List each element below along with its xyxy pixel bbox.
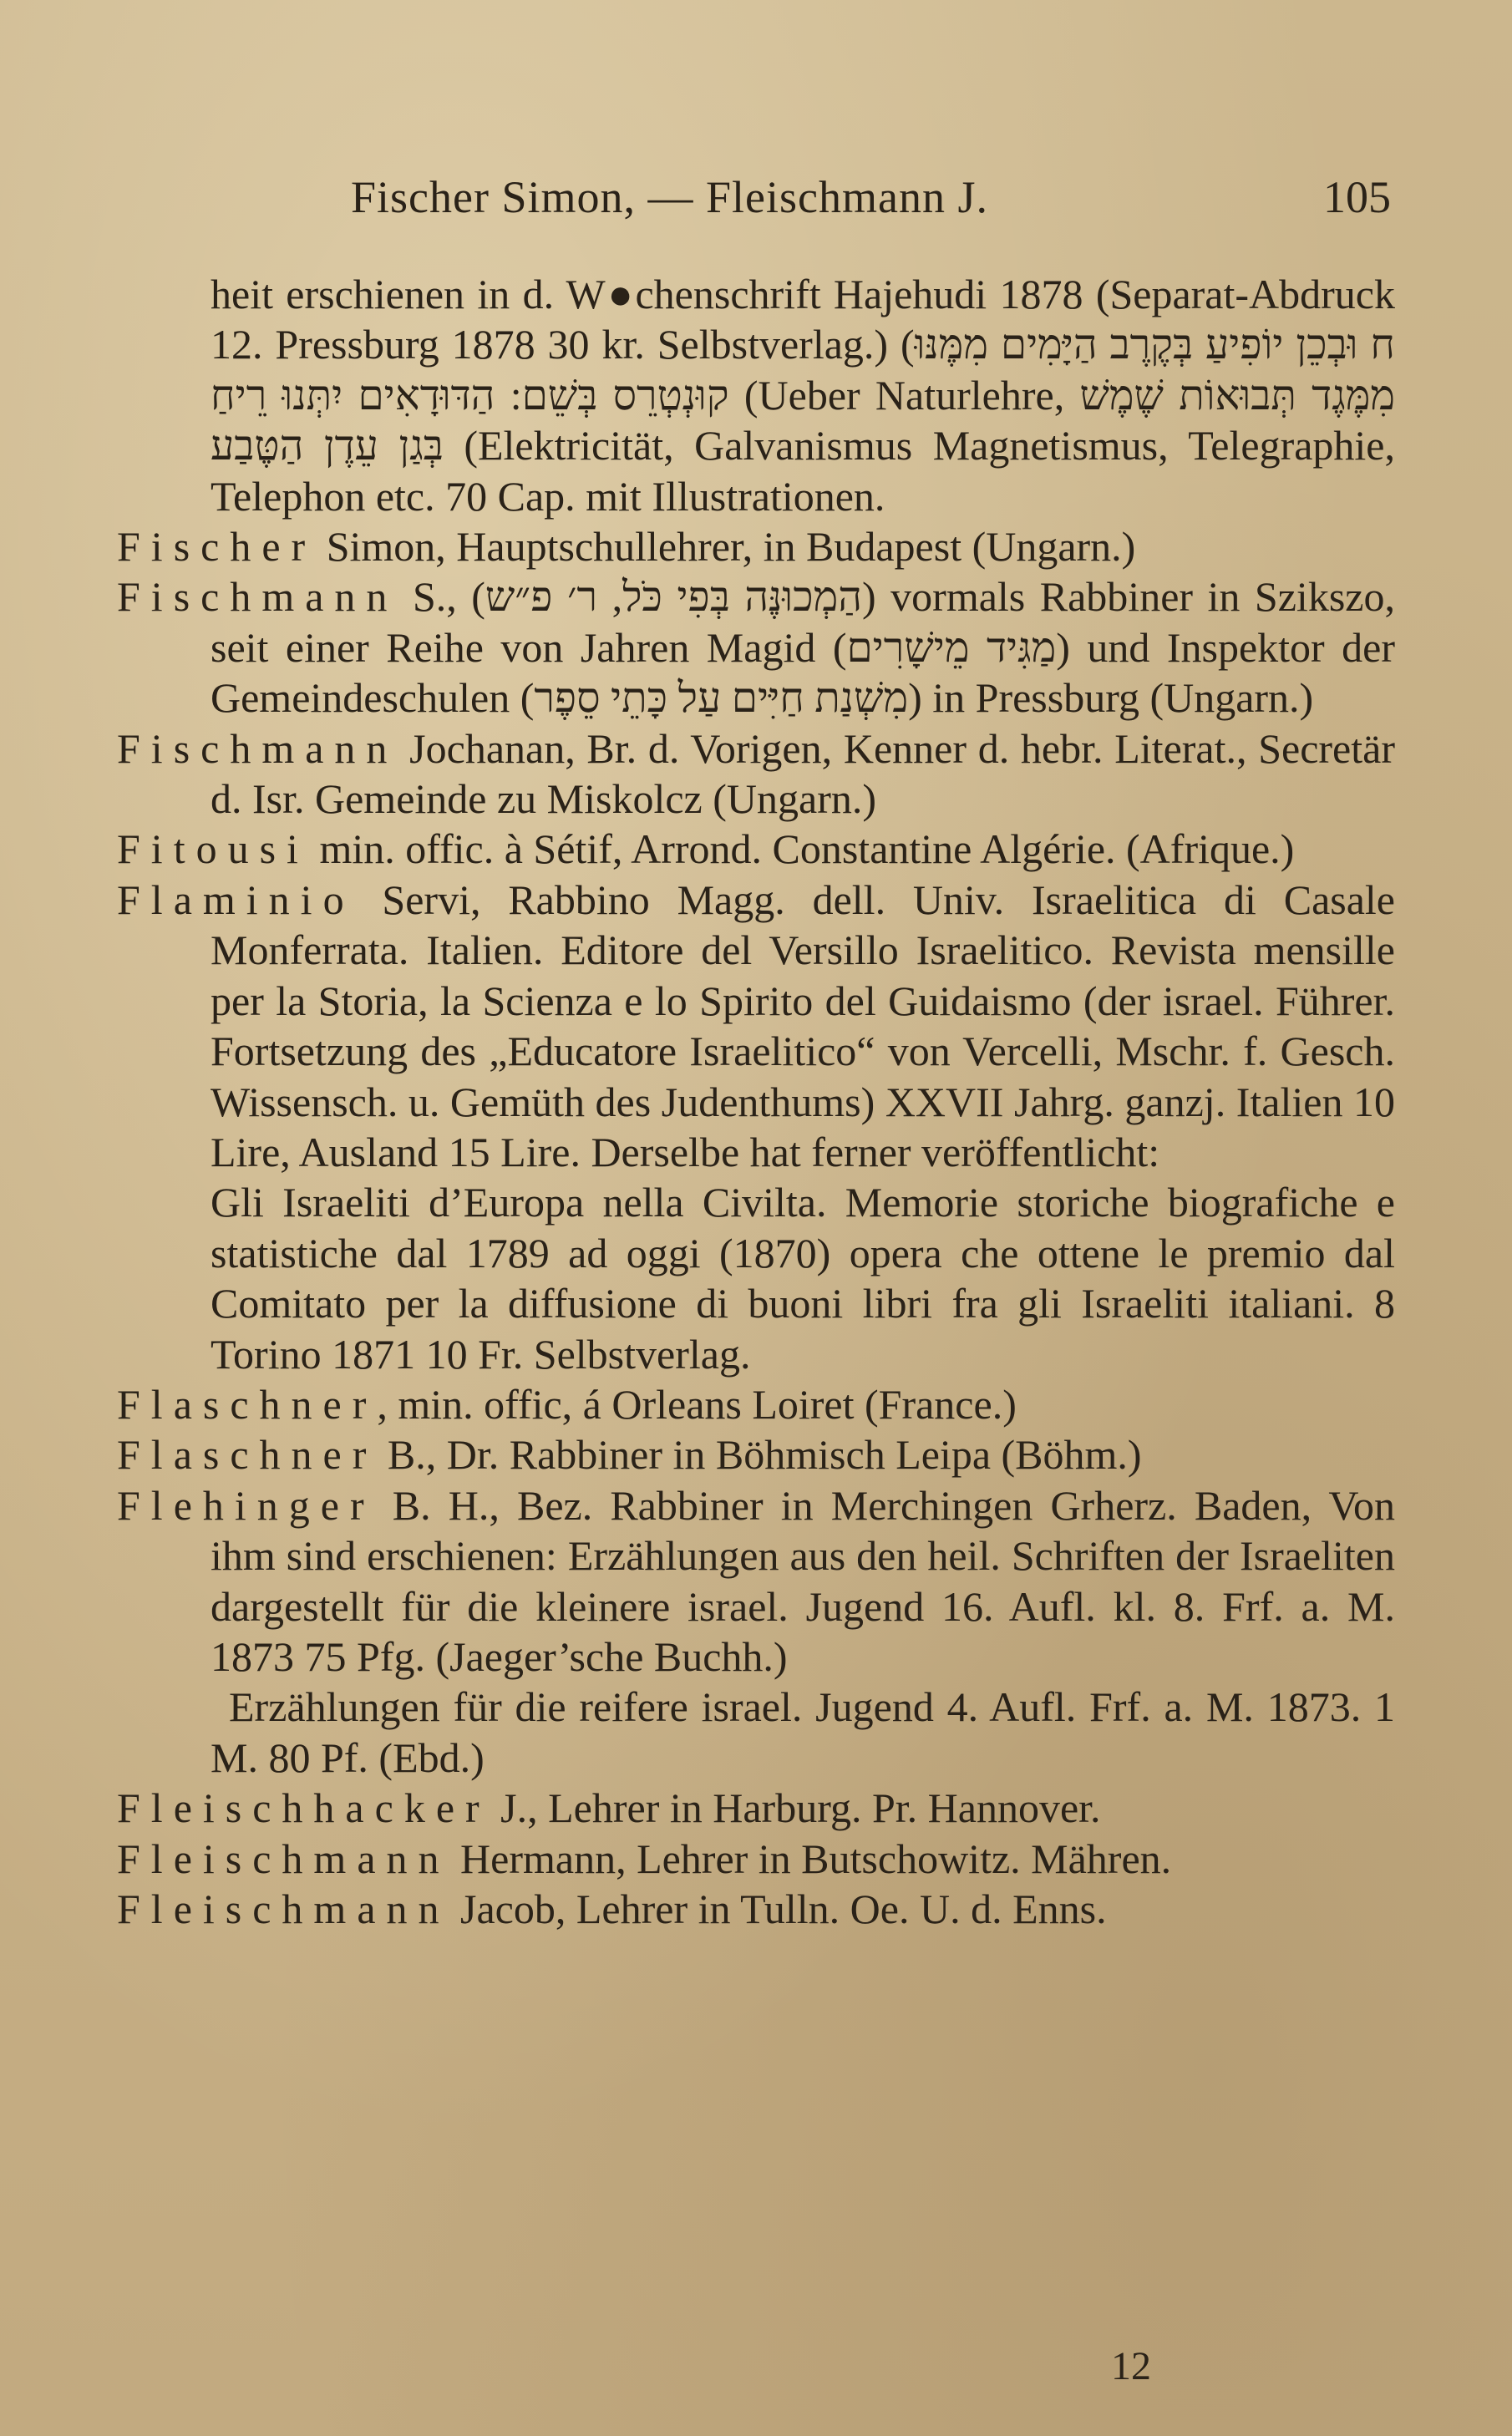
- entry-text: S., (הַמְכוּנֶּה בְּפִי כֹּל, ר׳ פ״ש) vormals Rabbiner in Szikszo, seit einer Reihe von Jahren Magid (מַגִּיד מֵישָׁרִים) und Inspektor der Gemeindeschulen (מִשְׁנַת חַיִּים עַל כָּתֵי סֵפֶר) in Pressburg (Ungarn.): [211, 573, 1395, 722]
- entry-text: Gli Israeliti d’Europa nella Civilta. Memorie storiche biografiche e statistiche dal 1789 ad oggi (1870) opera che ottene le premio dal Comitato per la diffusione di buoni libri fra gli Israeliti italiani. 8 Torino 1871 10 Fr. Selbstverlag.: [211, 1179, 1395, 1378]
- entry-surname: Fischmann: [117, 573, 398, 621]
- entry-text: Simon, Hauptschullehrer, in Budapest (Ungarn.): [316, 523, 1136, 571]
- directory-entry: [117, 521, 1395, 571]
- entry-surname: Fleischmann: [117, 1835, 450, 1882]
- directory-entry: [117, 1783, 1395, 1833]
- entry-text: , min. offic, á Orleans Loiret (France.): [377, 1380, 1017, 1428]
- entry-surname: Fischer: [117, 523, 317, 571]
- page-number: 105: [1323, 172, 1391, 222]
- entry-text: heit erschienen in d. W●chenschrift Hajehudi 1878 (Separat-Abdruck 12. Pressburg 1878 30 kr. Selbstverlag.) (ח וּבְכֵן יוֹפִיעַ בְּקֶרֶב הַיָּמִים מִמֶּנּוּ קוּנְטְרֵס בְּשֵׁם: הַדּוּדָאִים יִתְּנוּ רֵיחַ (Ueber Naturlehre, מִמֶּגֶד תְּבוּאוֹת שֶׁמֶשׁ בְּגַן עֵדֶן הַטֶּבַע (Elektricität, Galvanismus Magnetismus, Telegraphie, Telephon etc. 70 Cap. mit Illustrationen.: [211, 271, 1395, 520]
- entry-surname: Fitousi: [117, 825, 309, 873]
- entry-surname: Fleischhacker: [117, 1784, 490, 1832]
- directory-entry: [117, 1834, 1395, 1884]
- entry-surname: Fleischmann: [117, 1885, 450, 1932]
- entry-surname: Flaminio: [117, 875, 355, 923]
- entry-text: Hermann, Lehrer in Butschowitz. Mähren.: [449, 1835, 1172, 1882]
- signature-mark: 12: [1111, 2344, 1151, 2388]
- entry-text: Erzählungen für die reifere israel. Jugend 4. Aufl. Frf. a. M. 1873. 1 M. 80 Pf. (Ebd.): [211, 1683, 1395, 1781]
- directory-entry: [117, 1379, 1395, 1429]
- directory-entry: [117, 824, 1395, 874]
- directory-entry: [117, 1429, 1395, 1479]
- directory-entries: [117, 269, 1395, 1934]
- entry-surname: Flaschner: [117, 1431, 378, 1479]
- entry-text: min. offic. à Sétif, Arrond. Constantine Algérie. (Afrique.): [308, 825, 1295, 873]
- directory-entry: [117, 875, 1395, 1177]
- directory-entry: [117, 723, 1395, 825]
- entry-surname: Flehinger: [117, 1481, 375, 1529]
- directory-entry: [117, 1884, 1395, 1934]
- running-title: Fischer Simon, — Fleischmann J.: [351, 172, 988, 222]
- entry-text: Jacob, Lehrer in Tulln. Oe. U. d. Enns.: [449, 1885, 1107, 1932]
- entry-text: B., Dr. Rabbiner in Böhmisch Leipa (Böhm.): [377, 1431, 1142, 1479]
- directory-entry: [117, 571, 1395, 723]
- entry-continuation: [117, 1682, 1395, 1783]
- entry-continuation: [117, 1177, 1395, 1379]
- entry-text: Jochanan, Br. d. Vorigen, Kenner d. hebr. Literat., Secretär d. Isr. Gemeinde zu Miskolcz (Ungarn.): [211, 724, 1395, 823]
- entry-text: Servi, Rabbino Magg. dell. Univ. Israelitica di Casale Monferrata. Italien. Editore del Versillo Israelitico. Revista mensille per la Storia, la Scienza e lo Spirito del Guidaismo (der israel. Führer. Fortsetzung des „Educatore Israelitico“ von Vercelli, Mschr. f. Gesch. Wissensch. u. Gemüth des Judenthums) XXVII Jahrg. ganzj. Italien 10 Lire, Ausland 15 Lire. Derselbe hat ferner veröffentlicht:: [211, 875, 1395, 1175]
- directory-entry: [117, 1480, 1395, 1682]
- page-header: [0, 171, 1512, 230]
- entry-continuation: [117, 269, 1395, 521]
- entry-surname: Fischmann: [117, 724, 398, 772]
- entry-text: B. H., Bez. Rabbiner in Merchingen Grherz. Baden, Von ihm sind erschienen: Erzählungen aus den heil. Schriften der Israeliten dargestellt für die kleinere israel. Jugend 16. Aufl. kl. 8. Frf. a. M. 1873 75 Pfg. (Jaeger’sche Buchh.): [211, 1481, 1395, 1680]
- entry-text: J., Lehrer in Harburg. Pr. Hannover.: [490, 1784, 1101, 1832]
- entry-surname: Flaschner: [117, 1380, 378, 1428]
